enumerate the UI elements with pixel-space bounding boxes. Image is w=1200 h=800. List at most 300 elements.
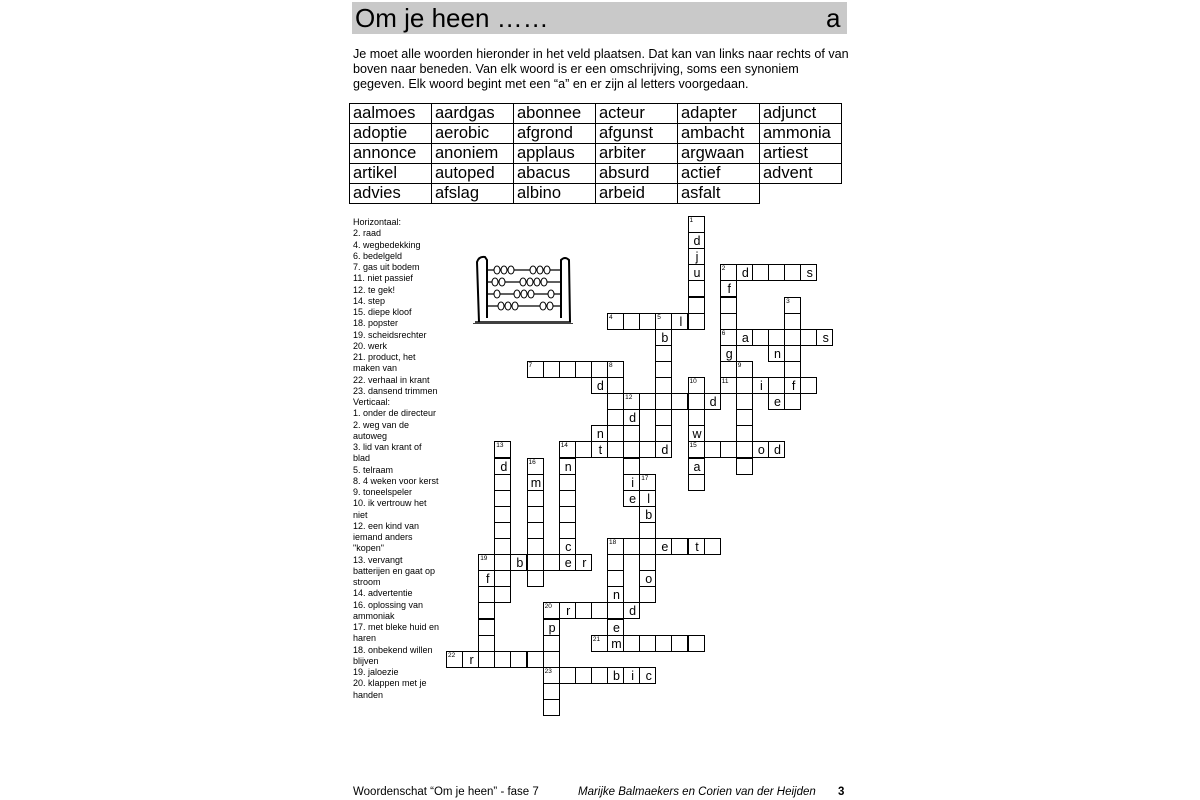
- crossword-cell[interactable]: [478, 586, 495, 603]
- crossword-cell[interactable]: [559, 538, 576, 555]
- crossword-cell[interactable]: [543, 699, 560, 716]
- given-letter: r: [566, 604, 571, 619]
- word-cell: arbiter: [596, 144, 678, 164]
- given-letter: b: [516, 556, 524, 571]
- given-letter: d: [596, 379, 604, 393]
- crossword-cell[interactable]: [816, 329, 833, 346]
- footer-authors: Marijke Balmaekers en Corien van der Heijden: [578, 786, 816, 798]
- crossword-cell[interactable]: [559, 554, 576, 571]
- crossword-cell[interactable]: [527, 361, 544, 378]
- word-cell: artikel: [350, 164, 432, 184]
- clue-number: 12: [625, 394, 633, 402]
- crossword-cell[interactable]: [494, 506, 511, 523]
- crossword-cell[interactable]: [736, 458, 753, 475]
- clue-number: 9: [737, 361, 742, 369]
- crossword-cell[interactable]: [736, 393, 753, 410]
- crossword-cell[interactable]: [575, 554, 592, 571]
- crossword-cell[interactable]: [655, 635, 672, 652]
- crossword-cell[interactable]: [784, 361, 801, 378]
- crossword-cell[interactable]: [527, 651, 544, 668]
- crossword-cell[interactable]: [527, 458, 544, 475]
- crossword-cell[interactable]: [478, 651, 495, 668]
- crossword-cell[interactable]: [623, 458, 640, 475]
- crossword-cell[interactable]: [688, 264, 705, 281]
- given-letter: e: [629, 491, 637, 506]
- crossword-cell[interactable]: [639, 635, 656, 652]
- crossword-cell[interactable]: [720, 313, 737, 330]
- crossword-cell[interactable]: [607, 409, 624, 426]
- crossword-cell[interactable]: [478, 570, 495, 587]
- given-letter: n: [774, 346, 781, 361]
- clue-number: 18: [609, 539, 617, 546]
- given-letter: l: [647, 491, 651, 506]
- clue-line: 23. dansend trimmen: [353, 385, 438, 396]
- crossword-cell[interactable]: [543, 651, 560, 668]
- given-letter: e: [564, 556, 572, 571]
- given-letter: n: [564, 459, 572, 474]
- crossword-cell[interactable]: [671, 635, 688, 652]
- crossword-cell[interactable]: [623, 602, 640, 619]
- crossword-cell[interactable]: [736, 329, 753, 346]
- crossword-cell[interactable]: [639, 586, 656, 603]
- crossword-cell[interactable]: [543, 635, 560, 652]
- crossword-cell[interactable]: [607, 619, 624, 636]
- crossword-cell[interactable]: [639, 474, 656, 491]
- crossword-cell[interactable]: [527, 554, 544, 571]
- crossword-cell[interactable]: [559, 361, 576, 378]
- crossword-cell[interactable]: [494, 538, 511, 555]
- word-cell: ambacht: [678, 124, 760, 144]
- given-letter: t: [598, 443, 603, 458]
- crossword-cell[interactable]: [655, 538, 672, 555]
- crossword-cell[interactable]: [800, 264, 817, 281]
- clue-line: 17. met bleke huid en haren: [353, 622, 440, 644]
- crossword-cell[interactable]: [688, 441, 705, 458]
- crossword-cell[interactable]: [655, 393, 672, 410]
- crossword-cell[interactable]: [559, 474, 576, 491]
- clue-line: 5. telraam: [353, 464, 394, 475]
- crossword-cell[interactable]: [623, 425, 640, 442]
- crossword-cell[interactable]: [639, 554, 656, 571]
- clue-number: 7: [528, 361, 533, 369]
- given-letter: d: [741, 266, 749, 281]
- crossword-cell[interactable]: [784, 345, 801, 362]
- crossword-cell[interactable]: [655, 361, 672, 378]
- clue-number: 3: [786, 297, 790, 305]
- given-letter: b: [613, 668, 620, 683]
- crossword-cell[interactable]: [527, 522, 544, 539]
- crossword-cell[interactable]: [639, 538, 656, 555]
- crossword-cell[interactable]: [704, 538, 721, 555]
- crossword-cell[interactable]: [768, 377, 785, 394]
- given-letter: j: [695, 250, 699, 265]
- clue-number: 1: [689, 217, 694, 224]
- crossword-cell[interactable]: [527, 506, 544, 523]
- clue-number: 17: [641, 474, 649, 482]
- crossword-cell[interactable]: [784, 393, 801, 410]
- crossword-cell[interactable]: [478, 602, 495, 619]
- clue-line: 12. een kind van iemand anders "kopen": [353, 520, 420, 554]
- crossword-cell[interactable]: [720, 361, 737, 378]
- given-letter: d: [661, 443, 669, 458]
- crossword-cell[interactable]: [543, 554, 560, 571]
- clue-line: 7. gas uit bodem: [353, 262, 420, 272]
- crossword-cell[interactable]: [607, 441, 624, 458]
- crossword-cell[interactable]: [704, 393, 721, 410]
- crossword-cell[interactable]: [784, 329, 801, 346]
- given-letter: s: [806, 266, 813, 281]
- word-cell: abacus: [514, 164, 596, 184]
- crossword-cell[interactable]: [543, 602, 560, 619]
- clue-line: 1. onder de directeur: [353, 408, 437, 419]
- crossword-cell[interactable]: [543, 361, 560, 378]
- crossword-cell[interactable]: [655, 329, 672, 346]
- given-letter: i: [631, 475, 634, 490]
- crossword-cell[interactable]: [543, 683, 560, 700]
- clue-line: 14. advertentie: [353, 588, 413, 599]
- crossword-cell[interactable]: [559, 458, 576, 475]
- crossword-cell[interactable]: [639, 570, 656, 587]
- clue-line: 20. klappen met je handen: [353, 678, 427, 700]
- clue-line: 19. jaloezie: [353, 667, 399, 677]
- page-letter: a: [826, 3, 841, 33]
- crossword-cell[interactable]: [462, 651, 479, 668]
- given-letter: t: [695, 540, 699, 554]
- crossword-cell[interactable]: [591, 425, 608, 442]
- crossword-cell[interactable]: [478, 619, 495, 636]
- given-letter: l: [679, 314, 683, 329]
- crossword-cell[interactable]: [671, 313, 688, 330]
- crossword-cell[interactable]: [446, 651, 463, 668]
- clue-line: Horizontaal:: [353, 217, 402, 227]
- word-cell: albino: [514, 184, 596, 204]
- given-letter: r: [469, 652, 474, 667]
- clue-line: 22. verhaal in krant: [353, 374, 430, 385]
- crossword-cell[interactable]: [768, 393, 785, 410]
- crossword-cell[interactable]: [736, 409, 753, 426]
- crossword-cell[interactable]: [591, 441, 608, 458]
- crossword-cell[interactable]: [527, 490, 544, 507]
- given-letter: u: [693, 266, 701, 281]
- crossword-cell[interactable]: [543, 667, 560, 684]
- crossword-cell[interactable]: [575, 441, 592, 458]
- crossword-cell[interactable]: [688, 635, 705, 652]
- crossword-cell[interactable]: [655, 313, 672, 330]
- crossword-cell[interactable]: [688, 458, 705, 475]
- crossword-cell[interactable]: [768, 345, 785, 362]
- crossword-cell[interactable]: [494, 441, 511, 458]
- crossword-cell[interactable]: [623, 635, 640, 652]
- clue-line: Verticaal:: [353, 397, 391, 407]
- word-cell: advent: [760, 164, 842, 184]
- clue-number: 14: [560, 442, 568, 450]
- word-cell: arbeid: [596, 184, 678, 204]
- crossword-cell[interactable]: [736, 425, 753, 442]
- given-letter: n: [596, 427, 604, 442]
- clue-line: 6. bedelgeld: [353, 250, 403, 261]
- crossword-cell[interactable]: [655, 425, 672, 442]
- word-cell: aalmoes: [350, 104, 432, 124]
- clue-line: 4. wegbedekking: [353, 239, 421, 250]
- word-cell: advies: [350, 184, 432, 204]
- crossword-cell[interactable]: [736, 264, 753, 281]
- given-letter: w: [692, 427, 702, 442]
- instructions: Je moet alle woorden hieronder in het veld plaatsen. Dat kan van links naar rechts of van boven naar beneden. Van elk woord is er een omschrijving, soms een synoniem gegeven. Elk woord begint met een “a” en er zijn al letters voorgedaan.: [353, 47, 849, 92]
- crossword-cell[interactable]: [607, 570, 624, 587]
- crossword-cell[interactable]: [607, 667, 624, 684]
- crossword-cell[interactable]: [671, 393, 688, 410]
- given-letter: m: [611, 636, 622, 651]
- clue-line: 2. weg van de autoweg: [353, 419, 410, 441]
- word-cell: afgunst: [596, 124, 678, 144]
- word-cell: actief: [678, 164, 760, 184]
- crossword-cell[interactable]: [559, 602, 576, 619]
- crossword-cell[interactable]: [494, 474, 511, 491]
- crossword-cell[interactable]: [607, 425, 624, 442]
- clue-number: 22: [448, 651, 456, 659]
- word-cell: ammonia: [760, 124, 842, 144]
- crossword-cell[interactable]: [784, 377, 801, 394]
- word-cell: acteur: [596, 104, 678, 124]
- crossword-cell[interactable]: [720, 329, 737, 346]
- given-letter: e: [661, 540, 669, 554]
- clue-number: 19: [480, 555, 488, 563]
- word-cell: autoped: [432, 164, 514, 184]
- crossword-cell[interactable]: [639, 667, 656, 684]
- crossword-cell[interactable]: [655, 441, 672, 458]
- given-letter: d: [709, 395, 717, 410]
- clue-line: 3. lid van krant of blad: [353, 442, 422, 464]
- crossword-cell[interactable]: [639, 393, 656, 410]
- crossword-cell[interactable]: [688, 425, 705, 442]
- crossword-cell[interactable]: [768, 329, 785, 346]
- crossword-cell[interactable]: [720, 280, 737, 297]
- clue-number: 11: [721, 378, 729, 385]
- given-letter: m: [530, 475, 542, 490]
- crossword-cell[interactable]: [720, 377, 737, 394]
- crossword-cell[interactable]: [623, 474, 640, 491]
- crossword-cell[interactable]: [784, 264, 801, 281]
- crossword-cell[interactable]: [607, 586, 624, 603]
- crossword-cell[interactable]: [688, 232, 705, 249]
- clue-number: 23: [544, 667, 552, 675]
- clue-line: 11. niet passief: [353, 273, 413, 284]
- crossword-cell[interactable]: [591, 635, 608, 652]
- crossword-cell[interactable]: [688, 216, 705, 233]
- given-letter: o: [645, 572, 653, 587]
- crossword-cell[interactable]: [591, 361, 608, 378]
- clue-line: 12. te gek!: [353, 284, 396, 295]
- crossword-cell[interactable]: [575, 602, 592, 619]
- crossword-cell[interactable]: [623, 538, 640, 555]
- crossword-cell[interactable]: [623, 409, 640, 426]
- page-number: 3: [838, 786, 845, 798]
- crossword-cell[interactable]: [623, 490, 640, 507]
- crossword-cell[interactable]: [752, 441, 769, 458]
- crossword-cell[interactable]: [623, 441, 640, 458]
- clue-line: 2. raad: [353, 228, 382, 239]
- given-letter: s: [822, 330, 829, 345]
- clue-number: 8: [609, 361, 613, 369]
- given-letter: f: [727, 282, 731, 297]
- crossword-cell[interactable]: [704, 441, 721, 458]
- crossword-cell[interactable]: [688, 313, 705, 330]
- crossword-cell[interactable]: [591, 377, 608, 394]
- given-letter: e: [774, 395, 781, 410]
- clue-number: 21: [592, 635, 601, 643]
- crossword-cell[interactable]: [768, 264, 785, 281]
- word-cell: absurd: [596, 164, 678, 184]
- crossword-cell[interactable]: [494, 570, 511, 587]
- crossword-cell[interactable]: [720, 345, 737, 362]
- clue-number: 16: [528, 458, 536, 466]
- crossword-cell[interactable]: [655, 377, 672, 394]
- crossword-cell[interactable]: [736, 441, 753, 458]
- crossword-cell[interactable]: [607, 393, 624, 410]
- clue-line: 16. oplossing van ammoniak: [353, 599, 424, 621]
- clue-number: 4: [609, 313, 613, 321]
- crossword-cell[interactable]: [575, 361, 592, 378]
- crossword-cell[interactable]: [494, 554, 511, 571]
- crossword-cell[interactable]: [559, 522, 576, 539]
- clue-line: 13. vervangt batterijen en gaat op stroom: [353, 554, 436, 587]
- crossword-cell[interactable]: [688, 248, 705, 265]
- crossword-cell[interactable]: [655, 345, 672, 362]
- crossword-cell[interactable]: [478, 554, 495, 571]
- page-title: Om je heen ……: [355, 3, 549, 33]
- given-letter: r: [582, 556, 587, 571]
- crossword-cell[interactable]: [607, 635, 624, 652]
- clue-line: 18. popster: [353, 318, 399, 329]
- crossword-cell[interactable]: [784, 313, 801, 330]
- word-cell: aerobic: [432, 124, 514, 144]
- word-cell: afslag: [432, 184, 514, 204]
- crossword-cell[interactable]: [527, 538, 544, 555]
- crossword-cell[interactable]: [688, 474, 705, 491]
- crossword-cell[interactable]: [800, 329, 817, 346]
- crossword-cell[interactable]: [639, 313, 656, 330]
- clue-number: 13: [496, 442, 504, 450]
- crossword-cell[interactable]: [720, 297, 737, 314]
- crossword-cell[interactable]: [623, 393, 640, 410]
- clue-line: 18. onbekend willen blijven: [353, 644, 433, 666]
- given-letter: b: [645, 507, 653, 522]
- crossword-cell[interactable]: [736, 361, 753, 378]
- crossword-cell[interactable]: [543, 619, 560, 636]
- given-letter: f: [791, 379, 796, 393]
- crossword-cell[interactable]: [768, 441, 785, 458]
- crossword-cell[interactable]: [639, 522, 656, 539]
- crossword-cell[interactable]: [784, 297, 801, 314]
- crossword-cell[interactable]: [655, 409, 672, 426]
- crossword-cell[interactable]: [607, 313, 624, 330]
- given-letter: n: [613, 588, 620, 603]
- crossword-cell[interactable]: [688, 280, 705, 297]
- crossword-cell[interactable]: [559, 490, 576, 507]
- crossword-cell[interactable]: [591, 667, 608, 684]
- crossword-cell[interactable]: [671, 538, 688, 555]
- clue-number: 6: [721, 329, 726, 337]
- given-letter: a: [693, 459, 701, 474]
- crossword-cell[interactable]: [494, 586, 511, 603]
- crossword-cell[interactable]: [688, 297, 705, 314]
- word-cell: adoptie: [350, 124, 432, 144]
- given-letter: d: [629, 411, 637, 426]
- crossword-cell[interactable]: [510, 554, 527, 571]
- given-letter: o: [757, 443, 765, 458]
- crossword-cell[interactable]: [559, 667, 576, 684]
- given-letter: c: [645, 668, 652, 683]
- crossword-cell[interactable]: [527, 474, 544, 491]
- crossword-cell[interactable]: [527, 570, 544, 587]
- crossword-cell[interactable]: [559, 441, 576, 458]
- clue-line: 15. diepe kloof: [353, 307, 412, 317]
- crossword-cell[interactable]: [688, 377, 705, 394]
- crossword-cell[interactable]: [607, 554, 624, 571]
- crossword-cell[interactable]: [591, 602, 608, 619]
- clue-number: 15: [689, 442, 697, 450]
- crossword-cell[interactable]: [478, 635, 495, 652]
- crossword-cell[interactable]: [736, 377, 753, 394]
- crossword-cell[interactable]: [688, 409, 705, 426]
- word-cell: artiest: [760, 144, 842, 164]
- clue-line: 19. scheidsrechter: [353, 329, 427, 340]
- given-letter: b: [661, 330, 669, 345]
- given-letter: e: [613, 620, 620, 635]
- crossword-cell[interactable]: [494, 522, 511, 539]
- crossword-cell[interactable]: [494, 458, 511, 475]
- crossword-cell[interactable]: [623, 313, 640, 330]
- crossword-cell[interactable]: [607, 602, 624, 619]
- crossword-cell[interactable]: [688, 538, 705, 555]
- crossword-cell[interactable]: [494, 651, 511, 668]
- clue-line: 21. product, het maken van: [353, 352, 416, 374]
- word-cell: argwaan: [678, 144, 760, 164]
- clue-number: 20: [544, 603, 552, 611]
- crossword-cell[interactable]: [639, 441, 656, 458]
- crossword-cell[interactable]: [720, 264, 737, 281]
- crossword-cell[interactable]: [575, 667, 592, 684]
- crossword-cell[interactable]: [752, 377, 769, 394]
- crossword-cell[interactable]: [607, 361, 624, 378]
- word-cell: afgrond: [514, 124, 596, 144]
- word-cell: annonce: [350, 144, 432, 164]
- given-letter: i: [760, 379, 763, 393]
- crossword-cell[interactable]: [752, 329, 769, 346]
- clue-number: 10: [689, 378, 697, 385]
- crossword-cell[interactable]: [510, 651, 527, 668]
- given-letter: p: [548, 620, 556, 635]
- crossword-cell[interactable]: [752, 264, 769, 281]
- given-letter: d: [500, 459, 508, 474]
- crossword-cell[interactable]: [494, 490, 511, 507]
- clue-line: 14. step: [353, 295, 386, 306]
- word-cell: asfalt: [678, 184, 760, 204]
- footer-series: Woordenschat “Om je heen” - fase 7: [353, 786, 539, 798]
- crossword-cell[interactable]: [639, 490, 656, 507]
- crossword-cell[interactable]: [623, 667, 640, 684]
- crossword-cell[interactable]: [688, 393, 705, 410]
- clue-number: 2: [721, 265, 726, 273]
- crossword-cell[interactable]: [639, 506, 656, 523]
- crossword-cell[interactable]: [607, 377, 624, 394]
- crossword-cell[interactable]: [800, 377, 817, 394]
- crossword-cell[interactable]: [607, 538, 624, 555]
- clue-line: 10. ik vertrouw het niet: [353, 498, 427, 520]
- crossword-cell[interactable]: [720, 441, 737, 458]
- given-letter: c: [565, 540, 572, 554]
- crossword-cell[interactable]: [559, 506, 576, 523]
